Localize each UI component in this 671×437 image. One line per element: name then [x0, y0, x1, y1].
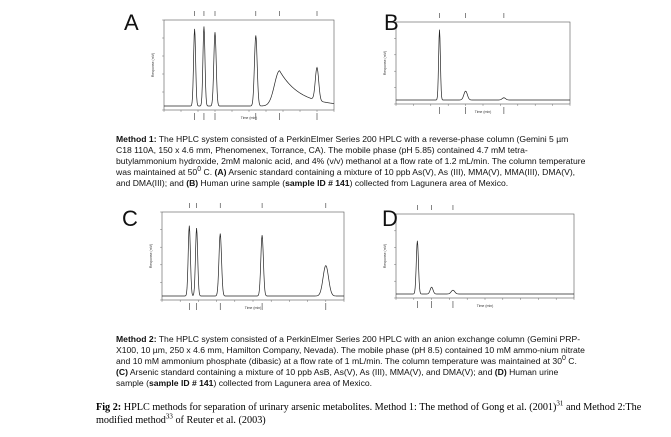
chromatogram-c — [112, 200, 352, 322]
y-axis-label: Response (mV) — [383, 243, 387, 269]
x-axis-label: Time (min) — [244, 306, 262, 310]
plot-frame — [396, 22, 570, 104]
method2-text2: C. — [565, 356, 577, 366]
caption-text1: HPLC methods for separation of urinary arsenic metabolites. Method 1: The method of Gong et al. (2001) — [121, 402, 557, 413]
x-axis-label: Time (min) — [240, 116, 258, 120]
plot-frame — [396, 214, 574, 298]
method2-text1: The HPLC system consisted of a PerkinElmer Series 200 HPLC with an anion exchange column (Gemini PRP-X100, 10 µm, 250 x 4.6 mm, Hamilton Company, Nevada). The mobile phase (pH 8.5) contained 10 mM ammo-nium nitrate and 10 mM ammonium phosphate (dibasic) at a flow rate of 1 mL/min. The column temperature was maintained at 30 — [116, 334, 585, 366]
method1-text2: C. — [201, 167, 215, 177]
method1-a-text: Arsenic standard containing a mixture of 10 ppb As(V), As (III), MMA(V), MMA(III), DMA(V), and DMA(III); and — [116, 167, 576, 188]
caption-ref1: 31 — [556, 399, 564, 408]
chromatogram-d — [360, 200, 580, 322]
y-axis-label: Response (mV) — [149, 243, 153, 269]
x-axis-label: Time (min) — [474, 110, 492, 114]
method1-text1: The HPLC system consisted of a PerkinElmer Series 200 HPLC with a reverse-phase column (Gemini 5 µm C18 110A, 150 x 4.6 mm, Phenomenex, Torrance, CA). The mobile phase (pH 5.85) contained 4.7 mM tetra-butylammonium hydroxide, 2mM malonic acid, and 4% (v/v) methanol at a flow rate of 1.2 mL/min. The column temperature was maintained at 50 — [116, 134, 586, 177]
panel-label-b: B — [384, 10, 399, 35]
chromatogram-c-plot — [112, 200, 352, 322]
chromatogram-b — [360, 8, 575, 125]
y-axis-label: Response (mV) — [383, 50, 387, 76]
plot-frame — [162, 212, 344, 300]
chromatogram-a — [112, 8, 342, 125]
chromatogram-a-plot — [112, 8, 342, 125]
method2-end: ) collected from Lagunera area of Mexico. — [213, 378, 373, 388]
method1-end: ) collected from Lagunera area of Mexico. — [349, 178, 509, 188]
caption-ref2: 33 — [165, 412, 173, 421]
method2-title: Method 2: — [116, 334, 157, 344]
method1-description — [116, 134, 586, 189]
caption-text2: and Method 2:The modified method — [96, 402, 642, 426]
method2-description — [116, 334, 586, 389]
x-axis-label: Time (min) — [476, 304, 494, 308]
chromatogram-trace — [396, 241, 574, 294]
chromatogram-trace — [162, 226, 344, 296]
panel-label-c: C — [122, 206, 138, 231]
caption-fig-label: Fig 2: — [96, 402, 122, 413]
method1-a-label: (A) — [214, 167, 227, 177]
plot-frame — [164, 20, 334, 110]
method2-sample-id: sample ID # 141 — [148, 378, 214, 388]
chromatogram-trace — [396, 30, 570, 100]
panel-label-d: D — [382, 206, 398, 231]
caption-text3: of Reuter et al. (2003) — [172, 414, 266, 426]
method1-b-text: Human urine sample ( — [198, 178, 286, 188]
method1-title: Method 1: — [116, 134, 157, 144]
figure-caption — [96, 399, 666, 427]
method2-c-text: Arsenic standard containing a mixture of 10 ppb AsB, As(V), As (III), MMA(V), and DMA(V); and — [127, 367, 495, 377]
method1-sample-id: sample ID # 141 — [285, 178, 350, 188]
method2-d-text: Human urine sample ( — [116, 367, 559, 388]
panel-label-a: A — [124, 10, 139, 35]
method2-c-label: (C) — [116, 367, 128, 377]
method1-b-label: (B) — [186, 178, 199, 188]
y-axis-label: Response (mV) — [151, 52, 155, 78]
method2-d-label: (D) — [494, 367, 507, 377]
method1-degree: 0 — [197, 166, 202, 174]
chromatogram-trace — [164, 26, 334, 106]
method2-degree: 0 — [561, 355, 566, 363]
